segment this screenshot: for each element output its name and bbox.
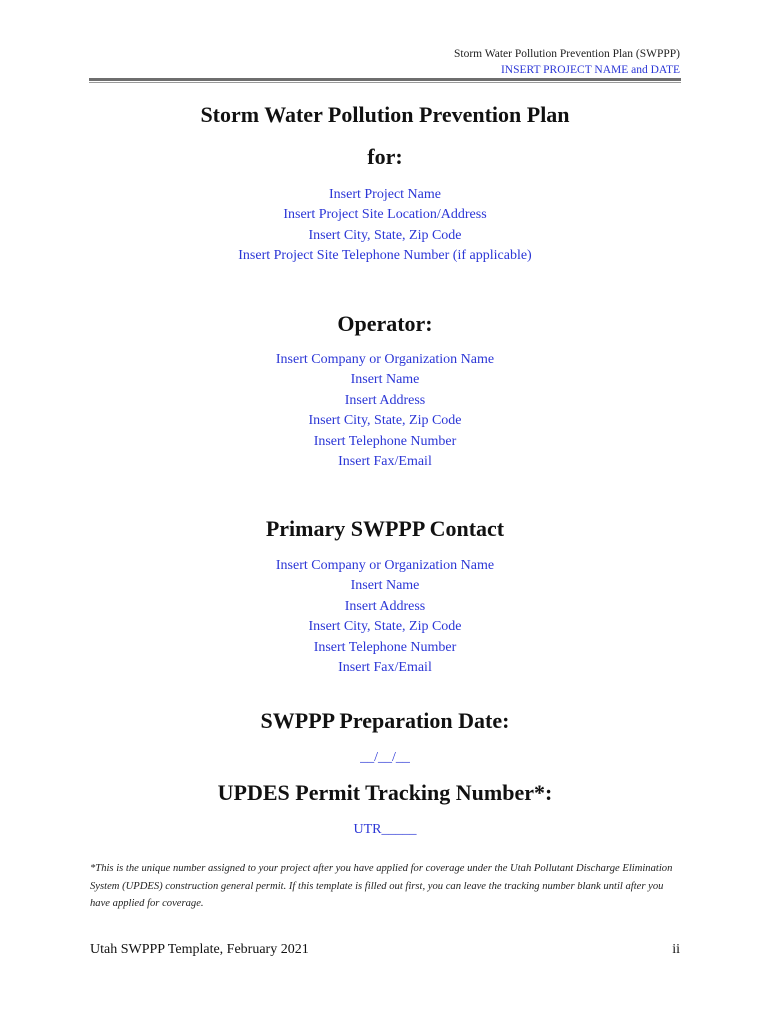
page-footer-title: Utah SWPPP Template, February 2021 [90,942,309,957]
document-title-for: for: [367,144,403,169]
operator-heading: Operator: [337,311,433,336]
contact-info-block [0,556,770,678]
permit-number-field[interactable]: UTR_____ [353,822,417,837]
contact-fax-email-placeholder[interactable]: Insert Fax/Email [338,660,432,676]
operator-name-placeholder[interactable]: Insert Name [350,372,420,388]
header-rule-thin [89,82,681,83]
operator-city-placeholder[interactable]: Insert City, State, Zip Code [308,413,462,429]
prep-date-heading: SWPPP Preparation Date: [260,708,510,733]
project-phone-placeholder[interactable]: Insert Project Site Telephone Number (if applicable) [238,248,532,264]
contact-city-placeholder[interactable]: Insert City, State, Zip Code [308,619,462,635]
project-city-placeholder[interactable]: Insert City, State, Zip Code [308,227,462,243]
operator-phone-placeholder[interactable]: Insert Telephone Number [313,433,457,449]
operator-fax-email-placeholder[interactable]: Insert Fax/Email [338,454,432,470]
prep-date-field[interactable]: __/__/__ [360,750,410,765]
operator-company-placeholder[interactable]: Insert Company or Organization Name [275,352,495,367]
project-name-placeholder[interactable]: Insert Project Name [329,187,441,202]
page-number: ii [672,942,680,957]
contact-address-placeholder[interactable]: Insert Address [344,598,426,614]
running-header [454,46,680,78]
operator-info-block [0,350,770,472]
document-title: Storm Water Pollution Prevention Plan [200,102,570,127]
permit-footnote: *This is the unique number assigned to your project after you have applied for coverage under the Utah Pollutant Discharge Elimination System (UPDES) construction general permit. If this template is filled out first, you can leave the tracking number blank until after you have applied for coverage. [90,863,673,909]
project-info-block [0,185,770,267]
contact-heading: Primary SWPPP Contact [265,516,505,541]
contact-phone-placeholder[interactable]: Insert Telephone Number [313,639,457,655]
running-header-doc-name: Storm Water Pollution Prevention Plan (SWPPP) [454,48,680,60]
running-header-project-ref: INSERT PROJECT NAME and DATE [500,64,680,76]
header-rule [89,78,681,81]
permit-heading: UPDES Permit Tracking Number*: [217,780,553,805]
operator-address-placeholder[interactable]: Insert Address [344,392,426,408]
project-address-placeholder[interactable]: Insert Project Site Location/Address [283,207,487,223]
contact-name-placeholder[interactable]: Insert Name [350,578,420,594]
contact-company-placeholder[interactable]: Insert Company or Organization Name [275,558,495,573]
